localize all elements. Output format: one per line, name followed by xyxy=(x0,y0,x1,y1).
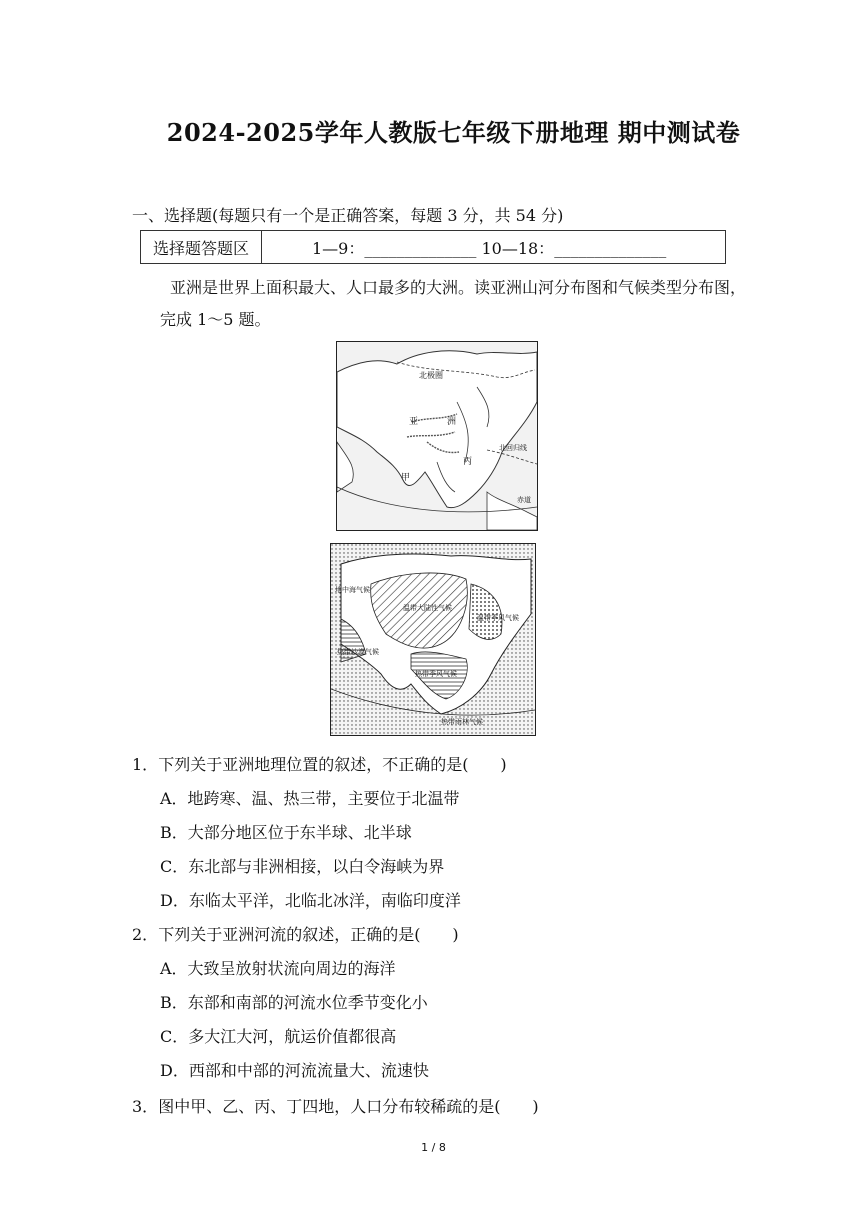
asia-rivers-map-graphic xyxy=(337,342,537,530)
range1: 1—9： xyxy=(312,238,365,258)
question-2-option-b[interactable]: B．东部和南部的河流水位季节变化小 xyxy=(160,993,428,1012)
answer-area-fill xyxy=(262,236,666,259)
question-2-option-c[interactable]: C．多大江大河，航运价值都很高 xyxy=(160,1027,397,1046)
question-1-option-b[interactable]: B．大部分地区位于东半球、北半球 xyxy=(160,823,412,842)
intro-paragraph: 亚洲是世界上面积最大、人口最多的大洲。读亚洲山河分布图和气候类型分布图，完成 1～5 题。 xyxy=(160,278,747,329)
answer-area-label: 选择题答题区 xyxy=(141,231,262,263)
question-2-number: 2． xyxy=(132,925,159,944)
map1-label-bing: 丙 xyxy=(463,457,473,467)
map1-label-asia-2: 洲 xyxy=(447,417,457,427)
question-1-option-d[interactable]: D．东临太平洋，北临北冰洋，南临印度洋 xyxy=(160,891,461,910)
map2-label-tropical-desert: 热带沙漠气候 xyxy=(337,648,379,656)
question-3 xyxy=(132,1094,539,1117)
map2-label-temperate-continental: 温带大陆性气候 xyxy=(403,604,452,612)
asia-climate-map xyxy=(330,543,536,736)
map1-label-arctic: 北极圈 xyxy=(419,371,443,380)
map2-label-temperate-monsoon: 温带季风气候 xyxy=(477,614,519,622)
map2-label-tropical-monsoon: 热带季风气候 xyxy=(415,670,457,678)
asia-rivers-map xyxy=(336,341,538,531)
section-heading: 一、选择题(每题只有一个是正确答案，每题 3 分，共 54 分) xyxy=(132,206,564,225)
asia-climate-map-graphic xyxy=(331,544,535,735)
map1-label-tropic: 北回归线 xyxy=(499,444,527,452)
question-2-option-d[interactable]: D．西部和中部的河流流量大、流速快 xyxy=(160,1061,429,1080)
question-1-stem: 下列关于亚洲地理位置的叙述，不正确的是( ) xyxy=(158,755,507,774)
question-1-option-a[interactable]: A．地跨寒、温、热三带，主要位于北温带 xyxy=(160,789,460,808)
question-1-option-c[interactable]: C．东北部与非洲相接，以白令海峡为界 xyxy=(160,857,445,876)
question-2-stem: 下列关于亚洲河流的叙述，正确的是( ) xyxy=(158,925,459,944)
answer-area xyxy=(140,230,726,264)
page-number: 1 / 8 xyxy=(421,1141,446,1154)
blank2: ______________ xyxy=(554,238,667,258)
map2-label-mediterranean: 地中海气候 xyxy=(335,586,370,594)
range2: 10—18： xyxy=(476,238,555,258)
doc-title: 2024-2025学年人教版七年级下册地理 期中测试卷 xyxy=(166,118,741,147)
question-2-option-a[interactable]: A．大致呈放射状流向周边的海洋 xyxy=(160,959,396,978)
map1-label-asia-1: 亚 xyxy=(409,417,419,427)
question-1-number: 1． xyxy=(132,755,159,774)
question-3-stem: 图中甲、乙、丙、丁四地，人口分布较稀疏的是( ) xyxy=(158,1097,539,1116)
map2-label-tropical-rainforest: 热带雨林气候 xyxy=(441,718,483,726)
blank1: ______________ xyxy=(364,238,477,258)
map1-label-jia: 甲 xyxy=(401,473,411,483)
question-3-number: 3． xyxy=(132,1097,159,1116)
question-1 xyxy=(132,752,507,775)
question-2 xyxy=(132,922,459,945)
map1-label-equator: 赤道 xyxy=(517,496,531,504)
